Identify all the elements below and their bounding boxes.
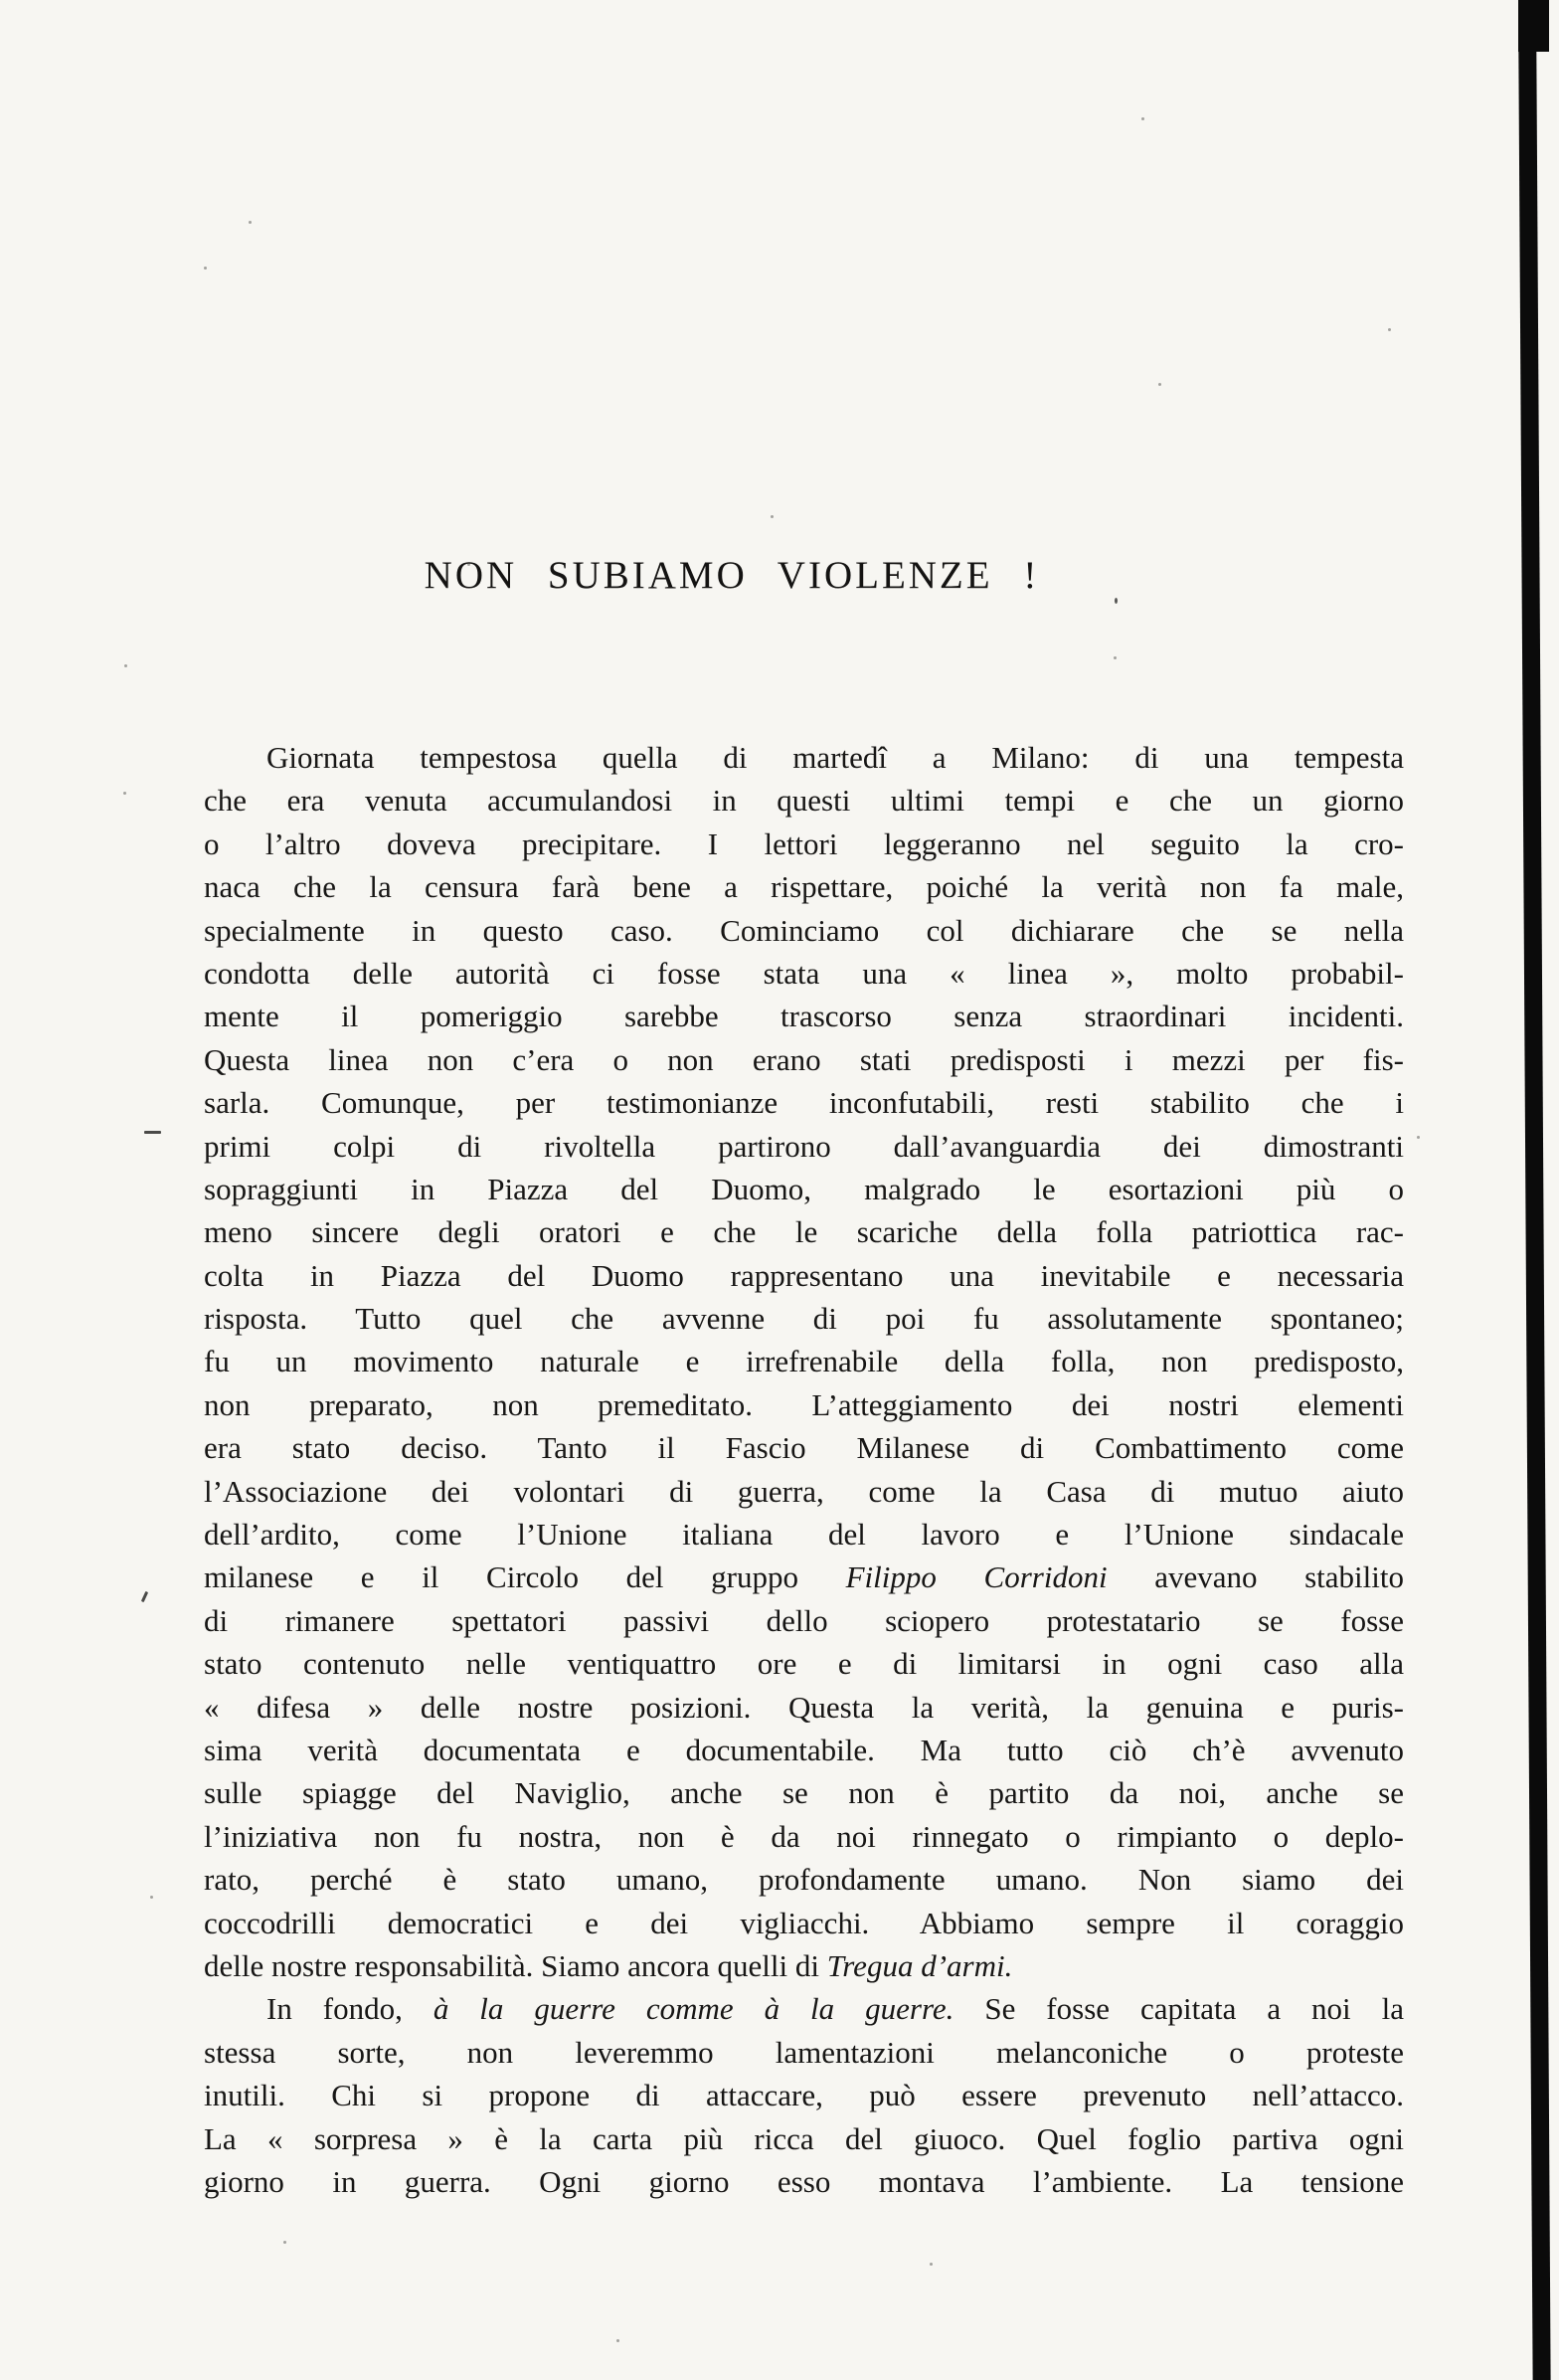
scan-speck xyxy=(616,2339,619,2342)
scan-speck xyxy=(1388,328,1391,331)
text-segment: inutili. Chi si propone di attaccare, può essere prevenuto nell’attacco. xyxy=(204,2078,1404,2113)
text-line xyxy=(204,1987,1404,2030)
scan-speck xyxy=(771,515,774,518)
text-segment: giorno in guerra. Ogni giorno esso montava l’ambiente. La tensione xyxy=(204,2163,1404,2199)
text-segment: non preparato, non premeditato. L’atteggiamento dei nostri elementi xyxy=(204,1386,1404,1422)
scan-speck xyxy=(123,792,126,795)
text-line xyxy=(204,1297,1404,1340)
scan-speck xyxy=(1141,117,1144,120)
text-line xyxy=(204,779,1404,822)
text-line xyxy=(204,2074,1404,2116)
text-line xyxy=(204,1599,1404,1642)
text-line xyxy=(204,1944,1404,1987)
text-segment: sima verità documentata e documentabile. Ma tutto ciò ch’è avvenuto xyxy=(204,1732,1404,1767)
text-line xyxy=(204,2117,1404,2160)
scan-speck xyxy=(124,664,127,667)
text-segment: mente il pomeriggio sarebbe trascorso senza straordinari incidenti. xyxy=(204,999,1404,1034)
italic-text-segment: Filippo Corridoni xyxy=(845,1559,1108,1595)
text-segment: sulle spiagge del Naviglio, anche se non è partito da noi, anche se xyxy=(204,1775,1404,1811)
text-segment: milanese e il Circolo del gruppo xyxy=(204,1559,846,1595)
text-line xyxy=(204,1902,1404,1944)
text-line xyxy=(204,1470,1404,1513)
text-segment: o l’altro doveva precipitare. I lettori leggeranno nel seguito la cro- xyxy=(204,825,1404,861)
text-line xyxy=(204,2160,1404,2203)
text-segment: sopraggiunti in Piazza del Duomo, malgrado le esortazioni più o xyxy=(204,1171,1404,1206)
text-line xyxy=(204,1556,1404,1598)
text-segment: stato contenuto nelle ventiquattro ore e di limitarsi in ogni caso alla xyxy=(204,1646,1404,1682)
scan-speck xyxy=(1115,598,1118,604)
text-line xyxy=(204,1254,1404,1297)
text-segment: In fondo, xyxy=(266,1991,433,2027)
text-segment: era stato deciso. Tanto il Fascio Milanese di Combattimento come xyxy=(204,1430,1404,1466)
text-line xyxy=(204,1771,1404,1814)
text-segment: stessa sorte, non leveremmo lamentazioni melanconiche o proteste xyxy=(204,2034,1404,2070)
scan-speck xyxy=(144,1131,161,1134)
text-line xyxy=(204,1081,1404,1124)
text-segment: risposta. Tutto quel che avvenne di poi fu assolutamente spontaneo; xyxy=(204,1301,1404,1337)
italic-text-segment: à la guerre comme à la guerre. xyxy=(433,1991,954,2027)
text-line xyxy=(204,1340,1404,1382)
text-line xyxy=(204,736,1404,779)
text-segment: l’iniziativa non fu nostra, non è da noi rinnegato o rimpianto o deplo- xyxy=(204,1818,1404,1854)
scan-ink-bar-cap xyxy=(1518,0,1549,52)
text-line xyxy=(204,1210,1404,1253)
scan-speck xyxy=(1114,656,1117,659)
text-segment: Se fosse capitata a noi la xyxy=(953,1991,1404,2027)
text-segment: sarla. Comunque, per testimonianze inconfutabili, resti stabilito che i xyxy=(204,1085,1404,1121)
text-segment: coccodrilli democratici e dei vigliacchi. Abbiamo sempre il coraggio xyxy=(204,1905,1404,1940)
scan-speck xyxy=(204,267,207,270)
text-segment: l’Associazione dei volontari di guerra, come la Casa di mutuo aiuto xyxy=(204,1473,1404,1509)
text-segment: naca che la censura farà bene a rispettare, poiché la verità non fa male, xyxy=(204,869,1404,905)
text-segment: condotta delle autorità ci fosse stata una « linea », molto probabil- xyxy=(204,955,1404,991)
text-line xyxy=(204,1125,1404,1168)
text-segment: Questa linea non c’era o non erano stati predisposti i mezzi per fis- xyxy=(204,1041,1404,1077)
scan-ink-bar xyxy=(1518,0,1551,2380)
text-line xyxy=(204,2031,1404,2074)
scan-speck xyxy=(467,563,470,566)
scan-speck xyxy=(930,2263,933,2266)
text-line xyxy=(204,1642,1404,1685)
text-segment: La « sorpresa » è la carta più ricca del giuoco. Quel foglio partiva ogni xyxy=(204,2120,1404,2156)
text-segment: primi colpi di rivoltella partirono dall’avanguardia dei dimostranti xyxy=(204,1128,1404,1164)
page-title: NON SUBIAMO VIOLENZE ! xyxy=(424,554,1040,597)
text-line xyxy=(204,909,1404,952)
scan-speck xyxy=(249,221,252,224)
text-segment: delle nostre responsabilità. Siamo ancora quelli di xyxy=(204,1947,827,1983)
text-line xyxy=(204,995,1404,1037)
text-line xyxy=(204,1168,1404,1210)
text-line xyxy=(204,1038,1404,1081)
text-segment: avevano stabilito xyxy=(1107,1559,1404,1595)
text-segment: Giornata tempestosa quella di martedî a Milano: di una tempesta xyxy=(266,740,1404,775)
text-segment: specialmente in questo caso. Cominciamo col dichiarare che se nella xyxy=(204,912,1404,948)
text-line xyxy=(204,1426,1404,1469)
text-segment: dell’ardito, come l’Unione italiana del lavoro e l’Unione sindacale xyxy=(204,1517,1404,1553)
text-line xyxy=(204,1858,1404,1901)
text-segment: che era venuta accumulandosi in questi ultimi tempi e che un giorno xyxy=(204,783,1404,819)
text-line xyxy=(204,823,1404,865)
scan-speck xyxy=(141,1591,148,1602)
italic-text-segment: Tregua d’armi. xyxy=(826,1947,1013,1983)
text-line xyxy=(204,1383,1404,1426)
text-line xyxy=(204,1815,1404,1858)
text-line xyxy=(204,1729,1404,1771)
text-segment: di rimanere spettatori passivi dello sciopero protestatario se fosse xyxy=(204,1602,1404,1638)
scan-speck xyxy=(150,1896,153,1899)
scan-speck xyxy=(283,2241,286,2244)
text-segment: meno sincere degli oratori e che le scariche della folla patriottica rac- xyxy=(204,1214,1404,1250)
scan-speck xyxy=(1417,1136,1420,1139)
scan-speck xyxy=(1158,383,1161,386)
text-segment: fu un movimento naturale e irrefrenabile della folla, non predisposto, xyxy=(204,1344,1404,1379)
text-line xyxy=(204,1686,1404,1729)
text-line xyxy=(204,865,1404,908)
text-line xyxy=(204,952,1404,995)
text-line xyxy=(204,1513,1404,1556)
text-segment: rato, perché è stato umano, profondamente umano. Non siamo dei xyxy=(204,1862,1404,1898)
body-text xyxy=(204,736,1404,2203)
text-segment: « difesa » delle nostre posizioni. Questa la verità, la genuina e puris- xyxy=(204,1689,1404,1725)
text-segment: colta in Piazza del Duomo rappresentano una inevitabile e necessaria xyxy=(204,1257,1404,1293)
